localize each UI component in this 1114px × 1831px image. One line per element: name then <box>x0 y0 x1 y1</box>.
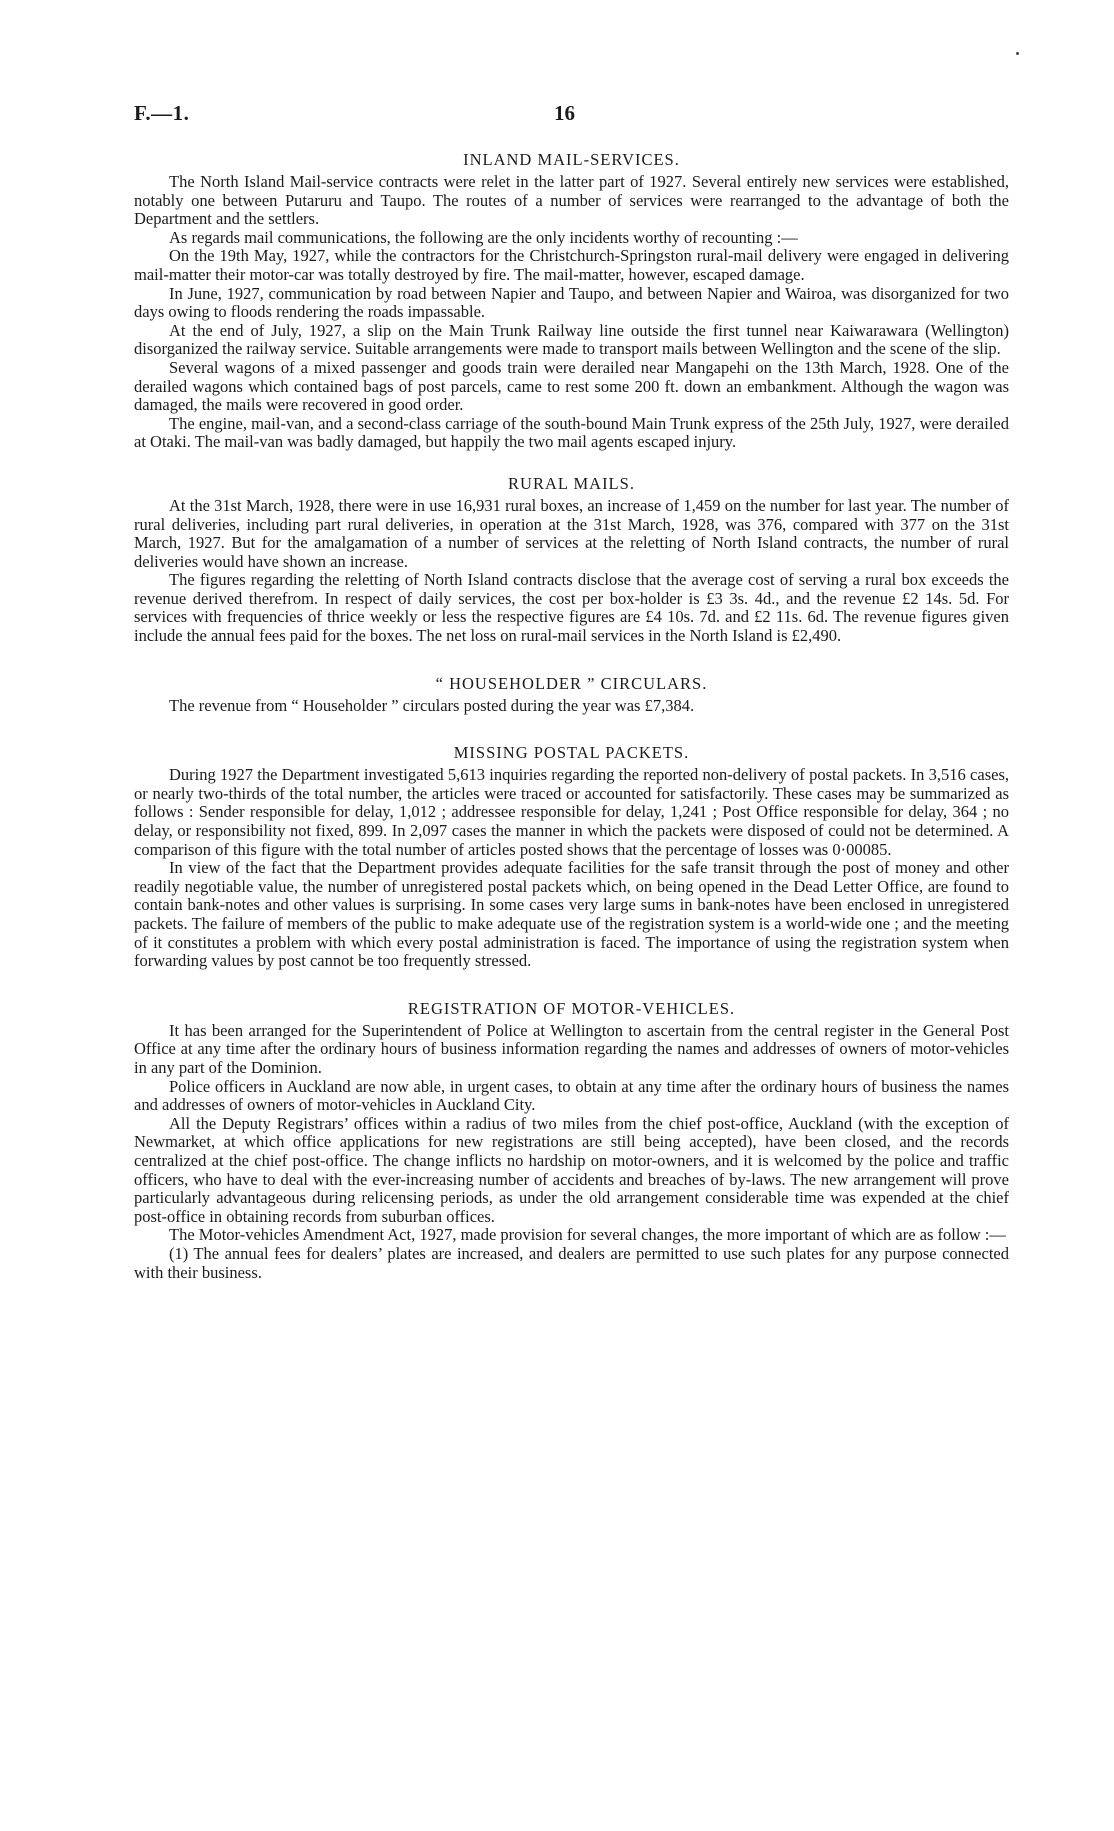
paragraph: The figures regarding the reletting of North Island contracts disclose that the average cost of serving a rural box exceeds the revenue derived therefrom. In respect of daily services, the cost per box-holder is £3 3s. 4d., and the revenue £2 14s. 5d. For services with frequencies of thrice weekly or less the respective figures are £4 10s. 7d. and £2 11s. 6d. The revenue figures given include the annual fees paid for the boxes. The net loss on rural-mail services in the North Island is £2,490. <box>134 570 1009 646</box>
paragraph: At the end of July, 1927, a slip on the Main Trunk Railway line outside the first tunnel near Kaiwarawara (Wellington) disorganized the railway service. Suitable arrangements were made to transport mails between Wellington and the scene of the slip. <box>134 320 1009 359</box>
paragraph: (1) The annual fees for dealers’ plates are increased, and dealers are permitted to use such plates for any purpose connected with their business. <box>134 1243 1009 1282</box>
paragraph: In June, 1927, communication by road between Napier and Taupo, and between Napier and Wairoa, was disorganized for two days owing to floods rendering the roads impassable. <box>134 283 1009 322</box>
paragraph: In view of the fact that the Department provides adequate facilities for the safe transit through the post of money and other readily negotiable value, the number of unregistered postal packets which, on being opened in the Dead Letter Office, are found to contain bank-notes and other values is surprising. In some cases very large sums in bank-notes have been enclosed in unregistered packets. The failure of members of the public to make adequate use of the registration system is a world-wide one ; and the meeting of it constitutes a problem with which every postal administration is faced. The importance of using the registration system when forwarding values by post cannot be too frequently stressed. <box>134 858 1009 971</box>
document-reference: F.—1. <box>134 101 190 125</box>
section-missing-postal-packets <box>134 743 1009 971</box>
paragraph: Several wagons of a mixed passenger and goods train were derailed near Mangapehi on the 13th March, 1928. One of the derailed wagons which contained bags of post parcels, came to rest some 200 ft. down an embankment. Although the wagon was damaged, the mails were recovered in good order. <box>134 357 1009 415</box>
paragraph: The revenue from “ Householder ” circulars posted during the year was £7,384. <box>169 695 695 715</box>
section-heading: RURAL MAILS. <box>508 473 635 493</box>
scan-speck <box>1016 52 1019 55</box>
section-householder-circulars <box>134 674 1009 716</box>
paragraph: It has been arranged for the Superintendent of Police at Wellington to ascertain from the central register in the General Post Office at any time after the ordinary hours of business information regarding the names and addresses of owners of motor-vehicles in any part of the Dominion. <box>134 1020 1009 1077</box>
paragraph: On the 19th May, 1927, while the contractors for the Christchurch-Springston rural-mail delivery were engaged in delivering mail-matter their motor-car was totally destroyed by fire. The mail-matter, however, escaped damage. <box>134 246 1009 284</box>
paragraph: The Motor-vehicles Amendment Act, 1927, made provision for several changes, the more important of which are as follow :— <box>169 1225 1006 1245</box>
section-registration-of-motor-vehicles <box>134 999 1009 1282</box>
paragraph: During 1927 the Department investigated 5,613 inquiries regarding the reported non-delivery of postal packets. In 3,516 cases, or nearly two-thirds of the total number, the articles were traced or accounted for satisfactorily. These cases may be summarized as follows : Sender responsible for delay, 1,012 ; addressee responsible for delay, 1,241 ; Post Office responsible for delay, 364 ; no delay, or responsibility not fixed, 899. In 2,097 cases the manner in which the packets were disposed of could not be determined. A comparison of this figure with the total number of articles posted shows that the percentage of losses was 0·00085. <box>134 765 1009 859</box>
section-heading: “ HOUSEHOLDER ” CIRCULARS. <box>435 673 708 693</box>
section-heading: MISSING POSTAL PACKETS. <box>453 743 690 763</box>
paragraph: The North Island Mail-service contracts were relet in the latter part of 1927. Several entirely new services were established, notably one between Putaruru and Taupo. The routes of a number of services were rearranged to the advantage of both the Department and the settlers. <box>134 172 1009 229</box>
body-text <box>134 150 1009 1282</box>
paragraph: Police officers in Auckland are now able, in urgent cases, to obtain at any time after the ordinary hours of business the names and addresses of owners of motor-vehicles in Auckland City. <box>134 1076 1009 1115</box>
paragraph: The engine, mail-van, and a second-class carriage of the south-bound Main Trunk express of the 25th July, 1927, were derailed at Otaki. The mail-van was badly damaged, but happily the two mail agents escaped injury. <box>134 413 1009 452</box>
page-number: 16 <box>554 101 575 125</box>
section-heading: INLAND MAIL-SERVICES. <box>463 150 680 169</box>
paragraph: As regards mail communications, the following are the only incidents worthy of recounting :— <box>169 227 798 247</box>
paragraph: All the Deputy Registrars’ offices within a radius of two miles from the chief post-office, Auckland (with the exception of Newmarket, at which office applications for new registrations are still being accepted), have been closed, and the records centralized at the chief post-office. The change inflicts no hardship on motor-owners, and it is welcomed by the police and traffic officers, who have to deal with the ever-increasing number of accidents and breaches of by-laws. The new arrangement will prove particularly advantageous during relicensing periods, as under the old arrangement considerable time was expended at the chief post-office in obtaining records from suburban offices. <box>134 1113 1009 1226</box>
paragraph: At the 31st March, 1928, there were in use 16,931 rural boxes, an increase of 1,459 on the number for last year. The number of rural deliveries, including part rural deliveries, in operation at the 31st March, 1928, was 376, compared with 377 on the 31st March, 1927. But for the amalgamation of a number of services at the reletting of North Island contracts, the number of rural deliveries would have shown an increase. <box>134 495 1009 571</box>
section-inland-mail-services <box>134 150 1009 452</box>
page-header <box>134 101 1009 131</box>
section-rural-mails <box>134 474 1009 646</box>
section-heading: REGISTRATION OF MOTOR-VEHICLES. <box>407 998 736 1018</box>
